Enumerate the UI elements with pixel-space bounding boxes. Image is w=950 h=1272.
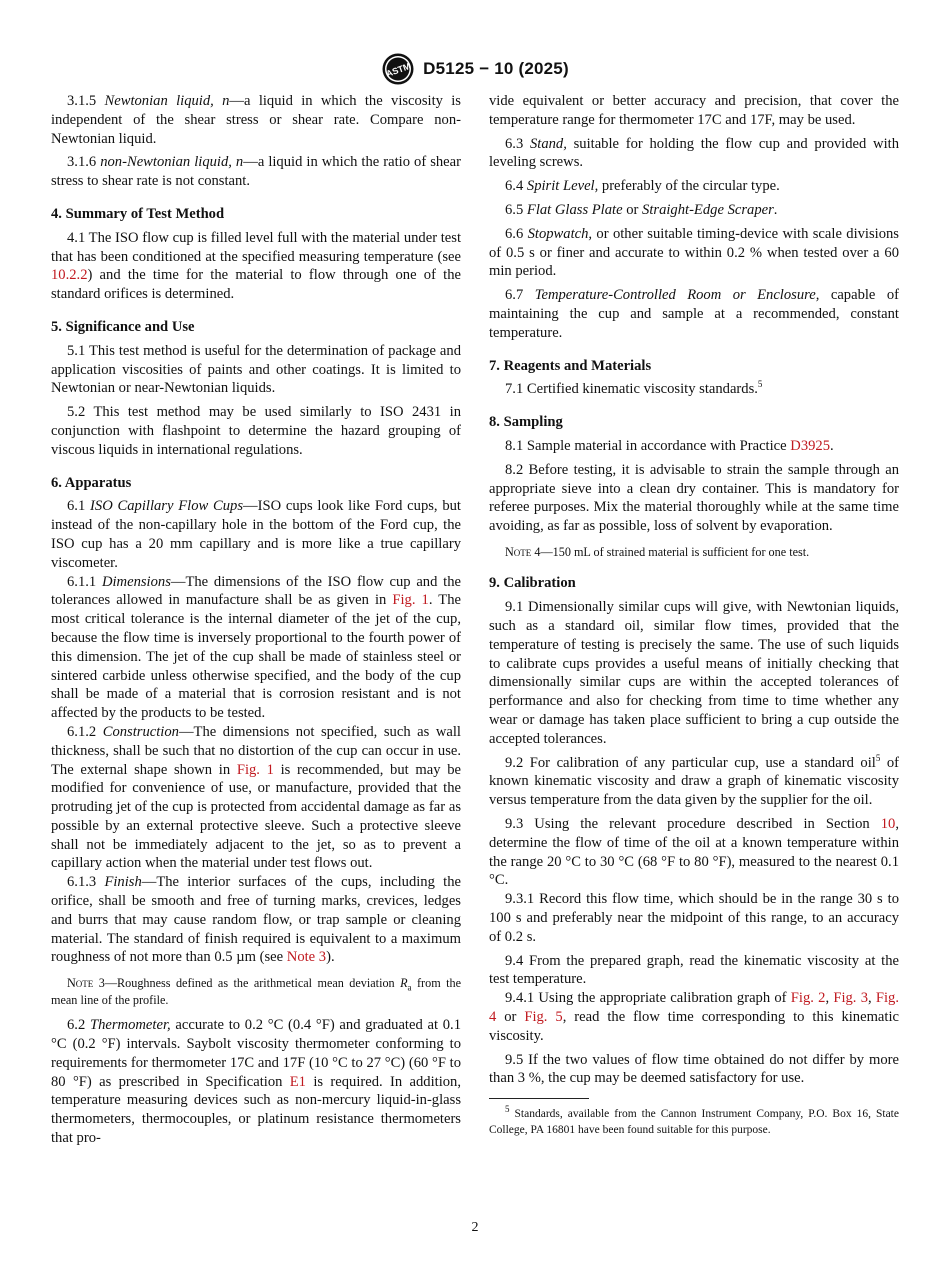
paragraph-9-4-1: 9.4.1 Using the appropriate calibration graph of Fig. 2, Fig. 3, Fig. 4 or Fig. 5, read the flow time corresponding to this kinematic viscosity. [489, 990, 900, 1044]
paragraph-4-1: 4.1 The ISO flow cup is filled level full with the material under test that has been conditioned at the specified measuring temperature (see 10.2.2) and the time for the material to flow through one of the standard orifices is determined. [51, 229, 461, 303]
paragraph-6-1-3: 6.1.3 Finish—The interior surfaces of the cups, including the orifice, shall be smooth and free of turning marks, crevices, ledges and burrs that may cause random flow, or trap sample or cleaning material. The standard of finish required is equivalent to a maximum roughness of not more than 0.5 µm (see Note 3). [51, 874, 461, 966]
note-3: Note 3—Roughness defined as the arithmetical mean deviation $R_a$ from the mean line of the profile. [51, 976, 461, 1007]
link-10-2-2[interactable]: 10.2.2 [51, 267, 88, 284]
paragraph-6-2-continued: vide equivalent or better accuracy and precision, that cover the temperature range for thermometer 17C and 17F, may be used. [489, 93, 899, 128]
link-fig-4[interactable]: Fig. 4 [489, 990, 900, 1025]
page-header [0, 52, 950, 86]
paragraph-7-1: 7.1 Certified kinematic viscosity standards.$^5$ [505, 379, 763, 398]
link-e1[interactable]: E1 [289, 1073, 306, 1090]
link-fig-1[interactable]: Fig. 1 [392, 592, 429, 609]
footnote-5: $^5$ Standards, available from the Cannon Instrument Company, P.O. Box 16, State College, PA 16801 have been found suitable for this purpose. [489, 1104, 899, 1136]
footnote-divider [489, 1098, 589, 1099]
paragraph-9-3-1: 9.3.1 Record this flow time, which should be in the range 30 s to 100 s and preferably near the midpoint of this range, to an accuracy of 0.2 s. [489, 891, 899, 945]
paragraph-6-5: 6.5 Flat Glass Plate or Straight-Edge Scraper. [505, 201, 778, 218]
link-fig-1-b[interactable]: Fig. 1 [236, 761, 274, 778]
link-section-10[interactable]: 10 [880, 816, 896, 832]
paragraph-6-2: 6.2 Thermometer, accurate to 0.2 °C (0.4 °F) and graduated at 0.1 °C (0.2 °F) intervals. Saybolt viscosity thermometer conforming to requirements for thermometer 17C and 17F (10 °C to 27 °C) (60 °F to 80 °F) as prescribed in Specification E1 is required. In addition, temperature measuring devices such as non-mercury liquid-in-glass thermometers, thermocouples, or platinum resistance thermometers that pro- [51, 1017, 462, 1147]
note-4: Note 4—150 mL of strained material is sufficient for one test. [505, 544, 810, 559]
svg-text:ASTM: ASTM [384, 60, 413, 79]
right-column [489, 92, 899, 1138]
paragraph-9-4: 9.4 From the prepared graph, read the kinematic viscosity at the test temperature. [489, 952, 899, 988]
paragraph-9-5: 9.5 If the two values of flow time obtained do not differ by more than 3 %, the cup may be deemed satisfactory for use. [489, 1051, 899, 1087]
paragraph-6-7: 6.7 Temperature-Controlled Room or Enclosure, capable of maintaining the cup and sample at a recommended, constant temperature. [489, 287, 900, 341]
paragraph-5-2: 5.2 This test method may be used similarly to ISO 2431 in conjunction with flashpoint to determine the hazard grouping of viscous liquids in international regulations. [51, 404, 461, 458]
paragraph-3-1-6: 3.1.6 non-Newtonian liquid, n—a liquid in which the ratio of shear stress to shear rate is not constant. [51, 154, 461, 190]
left-column [51, 92, 461, 1153]
section-heading-7: 7. Reagents and Materials [489, 357, 652, 374]
paragraph-6-6: 6.6 Stopwatch, or other suitable timing-device with scale divisions of 0.5 s or finer and accurate to within 0.2 % when tested over a 60 min period. [489, 225, 899, 280]
paragraph-3-1-5: 3.1.5 Newtonian liquid, n—a liquid in which the viscosity is independent of the shear stress or shear rate. Compare non-Newtonian liquid. [51, 93, 461, 147]
link-fig-5[interactable]: Fig. 5 [524, 1008, 563, 1025]
astm-logo-icon [381, 52, 415, 86]
paragraph-8-1: 8.1 Sample material in accordance with Practice D3925. [505, 437, 834, 454]
paragraph-6-4: 6.4 Spirit Level, preferably of the circular type. [505, 178, 780, 195]
section-heading-9: 9. Calibration [489, 575, 576, 592]
paragraph-6-1-2: 6.1.2 Construction—The dimensions not specified, such as wall thickness, shall be such that no distortion of the cup can occur in use. The external shape shown in Fig. 1 is recommended, but may be modified for convenience of use, or manufacture, provided that the protruding jet of the cup is protected from accidental damage as far as possible by an external protective sleeve. Such a protective sleeve shall not be immediately adjacent to the jet, so as to prevent a capillary action when the material under test flows out. [51, 723, 461, 872]
document-designation: D5125 − 10 (2025) [423, 59, 569, 78]
footnote-ref-5-b[interactable]: 5 [875, 752, 881, 763]
link-fig-3[interactable]: Fig. 3 [833, 990, 868, 1007]
paragraph-6-1: 6.1 ISO Capillary Flow Cups—ISO cups look like Ford cups, but instead of the non-capillary hole in the bottom of the Ford cup, the ISO cup has a 20 mm capillary and is more like a true capillary viscometer. [51, 498, 461, 571]
link-d3925[interactable]: D3925 [790, 437, 831, 454]
paragraph-8-2: 8.2 Before testing, it is advisable to strain the sample through an appropriate sieve into a clean dry container. This is mandatory for referee purposes. Mix the material thoroughly while at the same time avoiding, as far as possible, loss of solvent by evaporation. [489, 461, 899, 535]
footnote-ref-5[interactable]: 5 [757, 379, 763, 390]
paragraph-9-1: 9.1 Dimensionally similar cups will give, with Newtonian liquids, such as a standard oil, similar flow times, provided that the temperature of testing is precisely the same. The use of such liquids to calibrate cups provides a useful means of initially checking that dimensionally similar cups are within the accepted tolerances of performance and also for checking from time to time whether any wear or damage has taken place sufficient to bring a cup outside the accepted tolerances. [489, 599, 899, 747]
link-note-3[interactable]: Note 3 [286, 949, 327, 966]
page-number: 2 [471, 1220, 479, 1235]
paragraph-9-3: 9.3 Using the relevant procedure described in Section 10, determine the flow of time of the oil at a known temperature within the range 20 °C to 30 °C (68 °F to 80 °F), measured to the nearest 0.1 °C. [489, 816, 899, 889]
section-heading-4: 4. Summary of Test Method [51, 205, 225, 222]
section-heading-8: 8. Sampling [489, 414, 563, 431]
section-heading-5: 5. Significance and Use [51, 318, 195, 335]
section-heading-6: 6. Apparatus [51, 474, 132, 491]
paragraph-6-1-1: 6.1.1 Dimensions—The dimensions of the ISO flow cup and the tolerances allowed in manufacture shall be as given in Fig. 1. The most critical tolerance is the internal diameter of the jet of the cup, because the flow time is inversely proportional to the fourth power of this dimension. The jet of the cup shall be made of stainless steel or sintered carbide unless otherwise specified, and the body of the cup shall be made of a material that is corrosion resistant and is not affected by the products to be tested. [51, 573, 461, 722]
paragraph-6-3: 6.3 Stand, suitable for holding the flow cup and provided with leveling screws. [489, 135, 899, 171]
paragraph-5-1: 5.1 This test method is useful for the determination of package and application viscosities of paints and other coatings. It is limited to Newtonian or near-Newtonian liquids. [51, 342, 461, 397]
link-fig-2[interactable]: Fig. 2 [790, 990, 826, 1007]
paragraph-9-2: 9.2 For calibration of any particular cup, use a standard oil$^5$ of known kinematic viscosity and draw a graph of kinematic viscosity versus temperature from the data given by the supplier for the oil. [489, 752, 899, 809]
